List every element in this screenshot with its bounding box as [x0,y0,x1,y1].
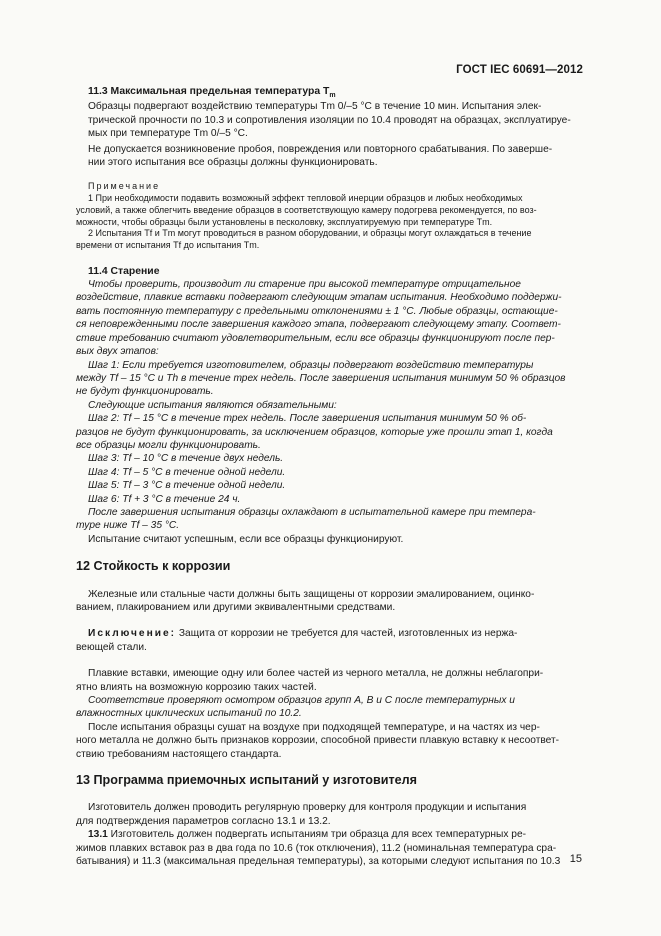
text-line: ного металла не должно быть признаков коррозии, способной привести плавкую вставку к несоответ- [76,735,560,747]
text-line: Следующие испытания являются обязательными: [88,399,337,411]
text-line: все образцы могли функционировать. [76,439,261,451]
text-line: Изготовитель должен проводить регулярную проверку для контроля продукции и испытания [88,802,527,814]
paragraph [76,588,583,615]
text-line: батывания) и 11.3 (максимальная предельная температуры), за которыми следуют испытания по 10.3 [76,856,561,868]
text-line: Шаг 4: Tf – 5 °C в течение одной недели. [88,466,286,478]
paragraph: Не допускается возникновение пробоя, повреждения или повторного срабатывания. По заверше- нии этого испытания все образцы должны функционировать. [88,143,553,169]
text-line: ствие требованию считают удовлетворительным, если все образцы функционируют после пер- [76,332,555,344]
note-line: времени от испытания Tf до испытания Tm. [76,239,260,250]
text-line: Соответствие проверяют осмотром образцов групп A, B и C после температурных и [88,695,515,707]
text-line: Испытание считают успешным, если все образцы функционируют. [88,533,404,545]
text-line: 13.1 Изготовитель должен подвергать испытаниям три образца для всех температурных ре- [88,829,527,841]
paragraph [76,694,583,721]
text-line: Шаг 6: Tf + 3 °C в течение 24 ч. [88,493,241,505]
exception-label: Исключение: [88,628,177,640]
text-line: ствию требованиям настоящего стандарта. [76,748,282,760]
section-12-title: 12 Стойкость к коррозии [76,559,231,574]
note-line: условий, а также облегчить введение образцов в соответствующую камеру подогрева рекомендуется, по воз- [76,204,537,215]
paragraph [76,801,583,828]
page-number: 15 [569,853,582,865]
section-11-4-title: 11.4 Старение [88,265,160,277]
paragraph [76,828,583,868]
text-line: жимов плавких вставок раз в два года по 10.6 (ток отключения), 11.2 (номинальная температура сра- [76,842,557,854]
text-line: ванием, плакированием или другими эквивалентными средствами. [76,602,396,613]
text-line: не будут функционировать. [76,386,214,398]
text-line: Шаг 3: Tf – 10 °C в течение двух недель. [88,453,284,465]
text-line: разцов не будут функционировать, за исключением образцов, которые уже прошли этап 1, когда [76,426,553,438]
text-line: Железные или стальные части должны быть защищены от коррозии эмалированием, оцинко- [88,588,535,600]
document-body [76,85,583,869]
text-line: воздействие, плавкие вставки подвергают следующим этапам испытания. Необходимо поддержи- [76,292,562,304]
note-label: Примечание [88,181,161,192]
text-line: Шаг 2: Tf – 15 °C в течение трех недель. После завершения испытания минимум 50 % об- [88,413,527,425]
note-block [76,181,583,251]
text-line: для подтверждения параметров согласно 13.1 и 13.2. [76,815,331,827]
text-line: Исключение: Защита от коррозии не требуется для частей, изготовленных из нержа- [88,628,518,640]
clause-number: 13.1 [88,829,108,841]
text-line: Шаг 5: Tf – 3 °C в течение одной недели. [88,480,286,492]
text-line: Шаг 1: Если требуется изготовителем, образцы подвергают воздействию температуры [88,359,534,371]
section-11-3-title: 11.3 Максимальная предельная температура $T_m$ [88,86,336,100]
text-line: ся неповрежденными после завершения каждого этапа, подвергают следующему этапу. Соответ- [76,319,561,331]
text-line: После завершения испытания образцы охлаждают в испытательной камере при темпера- [88,506,536,518]
note-line: можности, чтобы образцы были установлены в песколовку, эксплуатируемую при температуре Tm. [76,216,493,227]
text-line: Чтобы проверить, производит ли старение при высокой температуре отрицательное [88,279,521,291]
exception-paragraph [76,627,583,654]
text-line: между Tf – 15 °C и Th в течение трех недель. После завершения испытания минимум 50 % образцов [76,372,566,384]
paragraph: Образцы подвергают воздействию температуры Tm 0/–5 °C в течение 10 мин. Испытания элек- трической прочности по 10.3 и сопротивления изоляции по 10.4 проводят на образцах, эксплуатируе- мых при температуре Tm 0/–5 °C. [88,101,571,140]
standard-header: ГОСТ IEC 60691—2012 [456,64,583,76]
text-line: веющей стали. [76,641,147,653]
text-line: влажностных циклических испытаний по 10.2. [76,708,302,720]
paragraph [76,667,583,694]
text-line: Плавкие вставки, имеющие одну или более частей из черного металла, не должны неблагопри- [88,668,544,680]
aging-text [76,278,583,533]
text-line: вать постоянную температуру с предельными отклонениями ± 1 °C. Любые образцы, остающие- [76,305,558,317]
note-line: 1 При необходимости подавить возможный эффект тепловой инерции образцов и любых необходимых [88,193,523,204]
paragraph [76,721,583,761]
note-line: 2 Испытания Tf и Tm могут проводиться в разном оборудовании, и образцы могут охлаждаться в течение [88,228,532,239]
text-line: туре ниже Tf – 35 °C. [76,520,180,532]
text-line: ятно влиять на возможную коррозию таких частей. [76,681,317,693]
text-line: вых двух этапов: [76,346,159,358]
text-line: После испытания образцы сушат на воздухе при подходящей температуре, и на частях из чер- [88,721,540,733]
section-13-title: 13 Программа приемочных испытаний у изготовителя [76,773,417,788]
